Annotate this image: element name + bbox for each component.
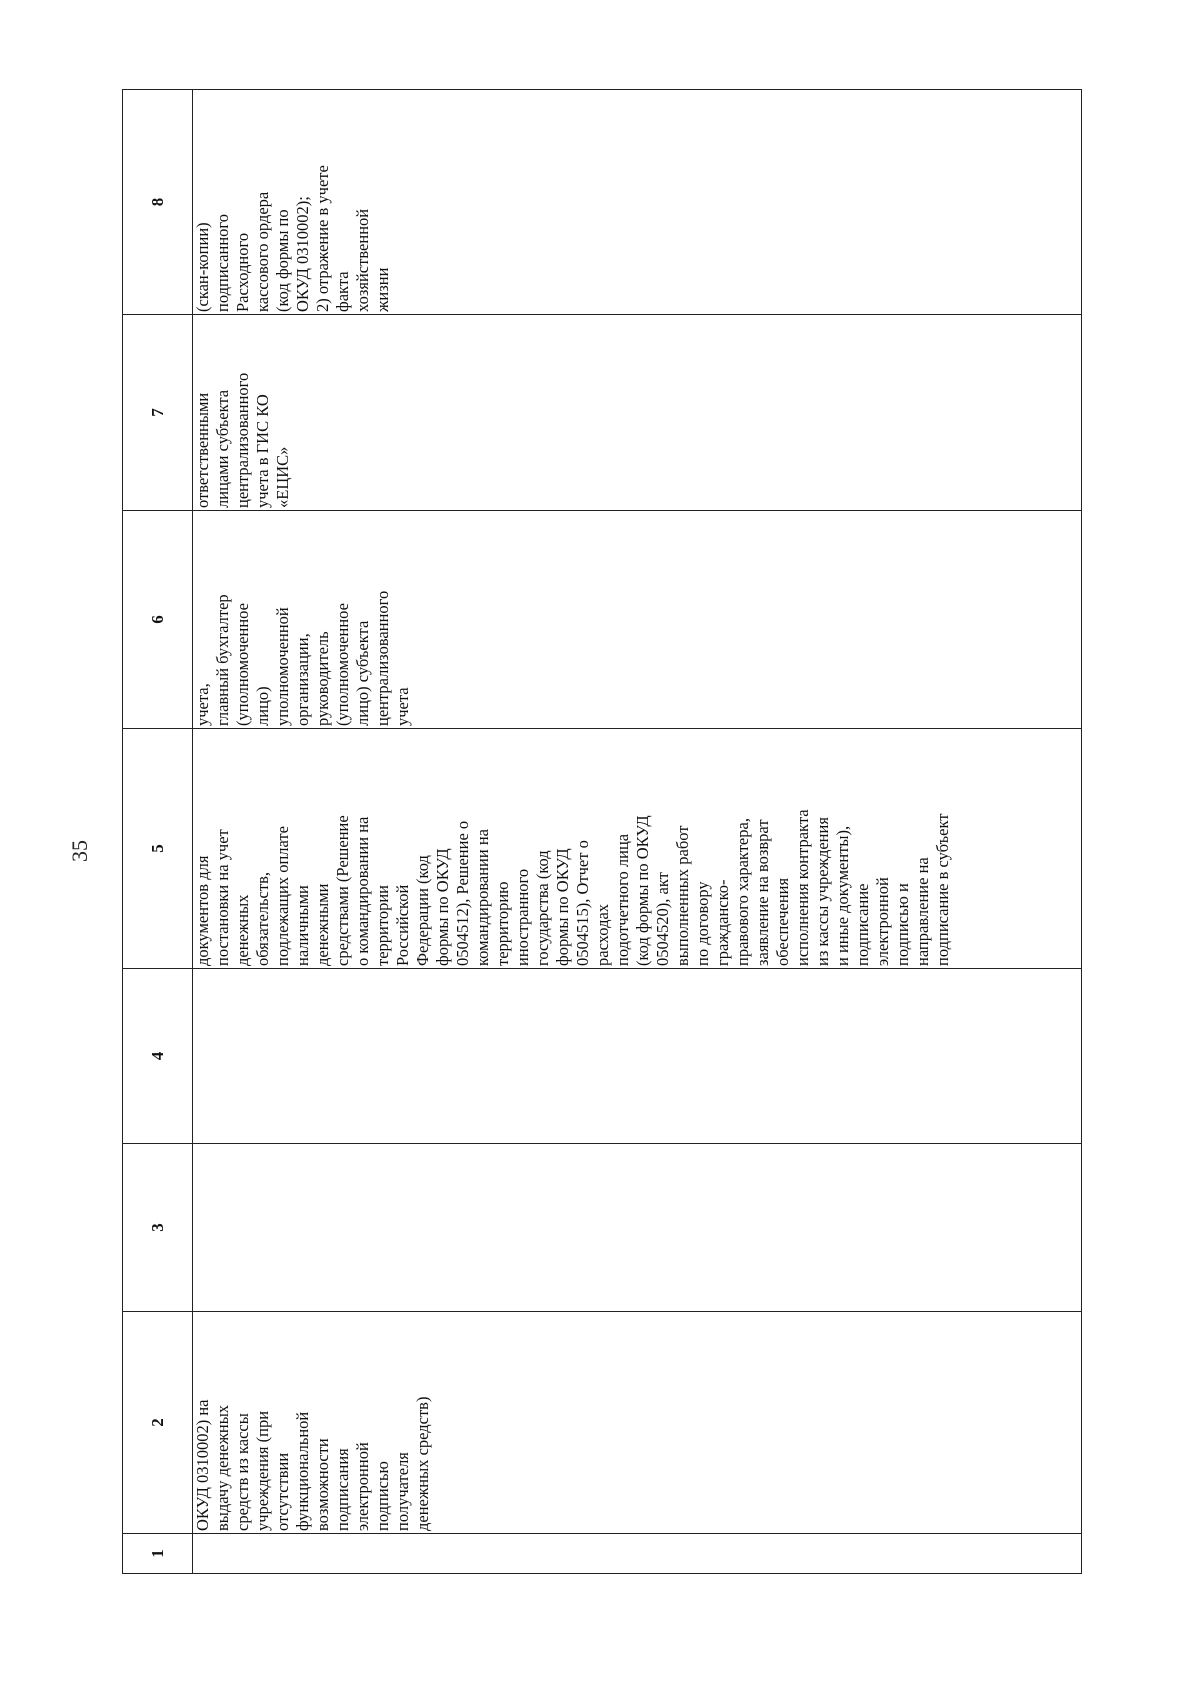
table-row: [193, 90, 1082, 1574]
document-table: [122, 89, 1082, 1574]
cell-col-1: [193, 1534, 1082, 1574]
col-header-2: 2: [123, 1312, 193, 1534]
cell-col-3: [193, 1144, 1082, 1312]
cell-text: (скан-копии) подписанного Расходного кассового ордера (код формы по ОКУД 0310002); 2) отражение в учете факта хозяйственной жизни: [193, 165, 392, 312]
col-header-5: 5: [123, 729, 193, 969]
col-header-1: 1: [123, 1534, 193, 1574]
cell-col-7: [193, 315, 1082, 511]
cell-col-2: [193, 1312, 1082, 1534]
col-header-8: 8: [123, 90, 193, 315]
col-header-6: 6: [123, 511, 193, 729]
cell-col-4: [193, 969, 1082, 1144]
cell-text: учета, главный бухгалтер (уполномоченное лицо) уполномоченной организации, руководитель (уполномоченное лицо) субъекта централизованного учета: [193, 590, 412, 726]
cell-text: ОКУД 0310002) на выдачу денежных средств из кассы учреждения (при отсутствии функциональной возможности подписания электронной подписью получателя денежных средств): [193, 1396, 432, 1531]
rotated-page-content: [122, 90, 1082, 1574]
table-header-row: [123, 90, 193, 1574]
col-header-3: 3: [123, 1144, 193, 1312]
cell-col-8: [193, 90, 1082, 315]
col-header-7: 7: [123, 315, 193, 511]
cell-col-6: [193, 511, 1082, 729]
col-header-4: 4: [123, 969, 193, 1144]
cell-text: ответственными лицами субъекта централизованного учета в ГИС КО «ЕЦИС»: [193, 372, 292, 508]
page-number: 35: [67, 840, 92, 862]
cell-text: документов для постановки на учет денежных обязательств, подлежащих оплате наличными денежными средствами (Решение о командировании на территории Российской Федерации (код формы по ОКУД 0504512), Решение о командировании на территорию иностранного государства (код формы по ОКУД 0504515), Отчет о расходах подотчетного лица (код формы по ОКУД 0504520), акт выполненных работ по договору гражданско- правового характера, заявление на возврат обеспечения исполнения контракта из кассы учреждения и иные документы), подписание электронной подписью и направление на подписание в субъект: [193, 809, 952, 966]
cell-col-5: [193, 729, 1082, 969]
